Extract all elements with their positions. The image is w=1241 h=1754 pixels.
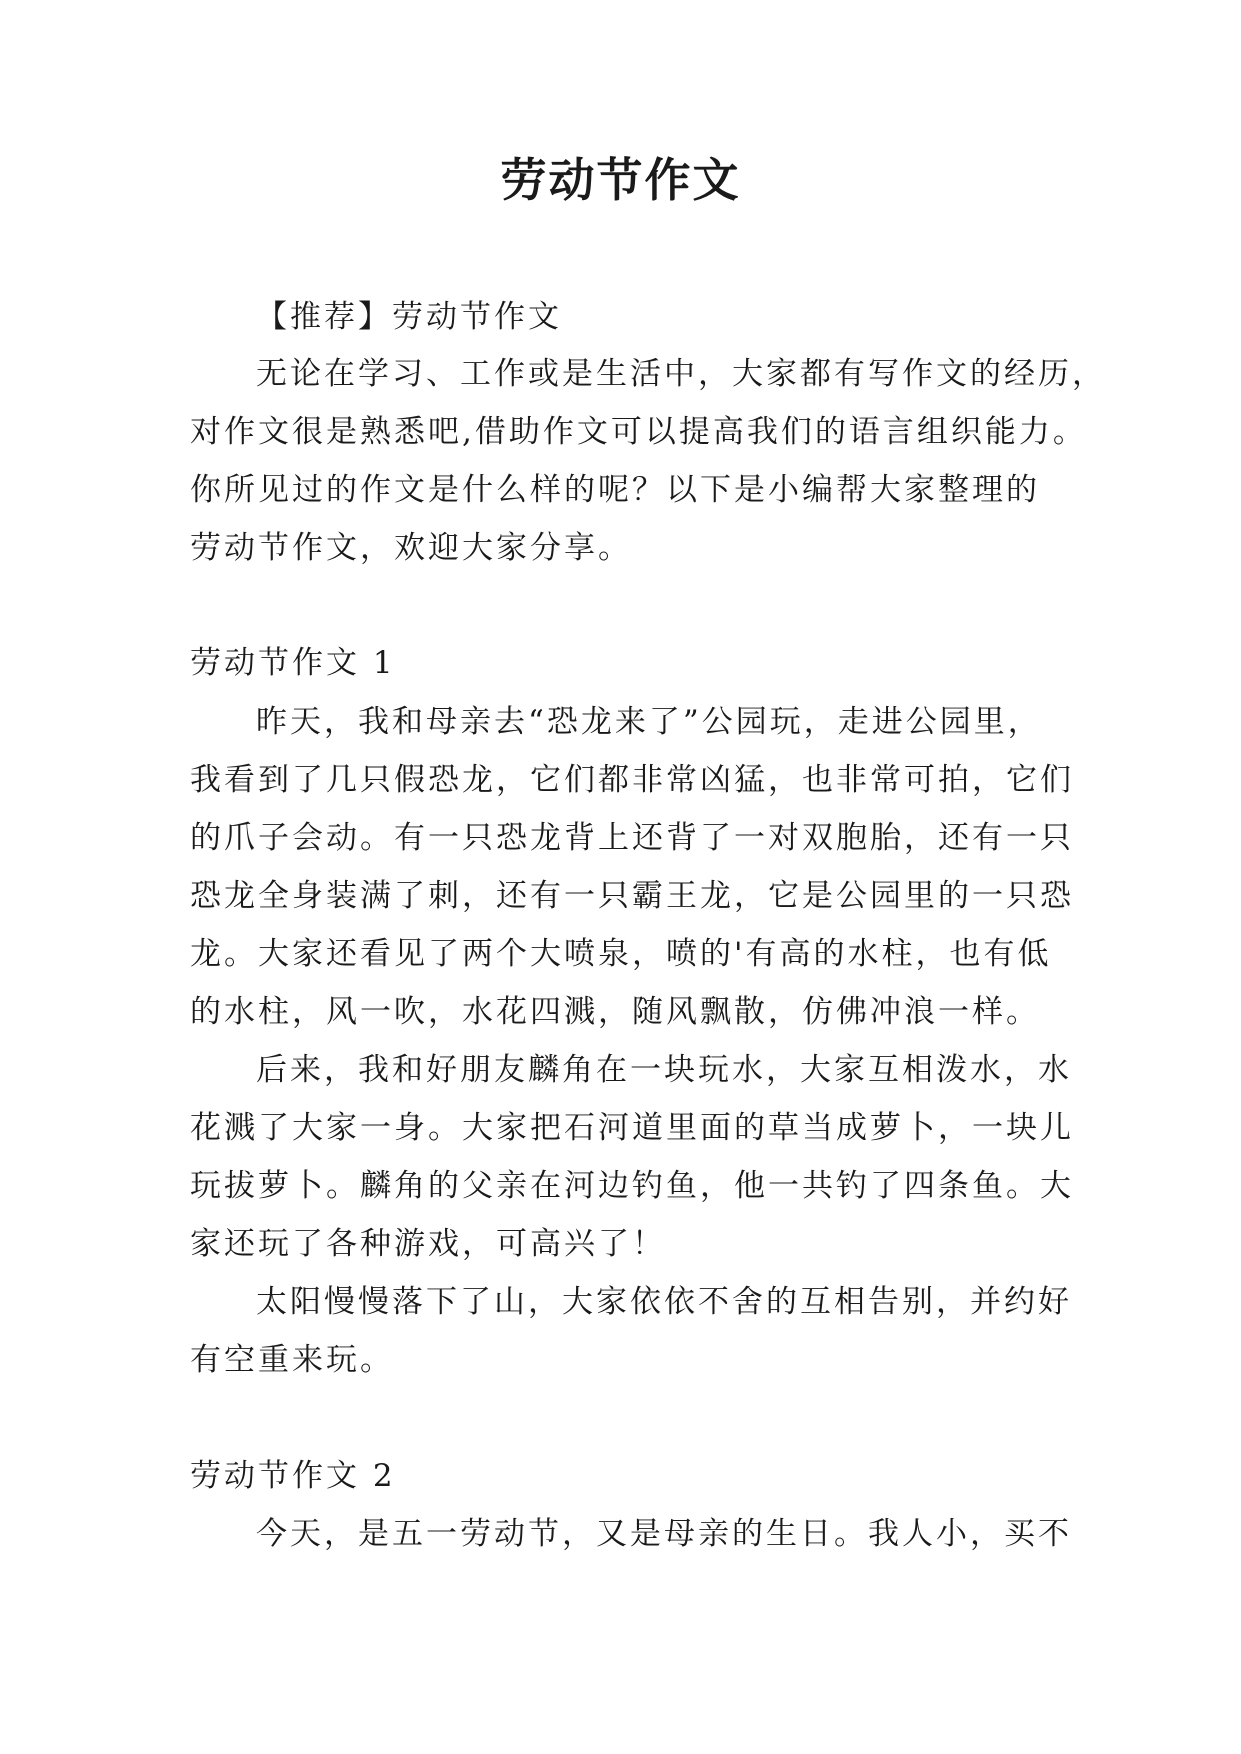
essay1-line-3: 的爪子会动。有一只恐龙背上还背了一对双胞胎，还有一只 xyxy=(190,820,1074,856)
intro-line-4: 劳动节作文，欢迎大家分享。 xyxy=(190,530,632,566)
essay1-line-7: 后来，我和好朋友麟角在一块玩水，大家互相泼水，水 xyxy=(256,1052,1072,1088)
essay1-line-5: 龙。大家还看见了两个大喷泉，喷的'有高的水柱，也有低 xyxy=(190,936,1052,972)
document-title: 劳动节作文 xyxy=(500,153,741,207)
section-heading-1: 劳动节作文 1 xyxy=(190,645,396,681)
essay1-line-9: 玩拔萝卜。麟角的父亲在河边钓鱼，他一共钓了四条鱼。大 xyxy=(190,1168,1074,1204)
section-heading-2: 劳动节作文 2 xyxy=(190,1458,396,1494)
essay1-line-8: 花溅了大家一身。大家把石河道里面的草当成萝卜，一块儿 xyxy=(190,1110,1074,1146)
essay1-line-2: 我看到了几只假恐龙，它们都非常凶猛，也非常可拍，它们 xyxy=(190,762,1074,798)
essay1-line-1: 昨天，我和母亲去“恐龙来了”公园玩，走进公园里， xyxy=(256,704,1042,740)
essay1-line-10: 家还玩了各种游戏，可高兴了！ xyxy=(190,1226,666,1262)
recommend-line: 【推荐】劳动节作文 xyxy=(256,299,562,335)
intro-line-1: 无论在学习、工作或是生活中，大家都有写作文的经历， xyxy=(256,356,1106,392)
intro-line-2: 对作文很是熟悉吧,借助作文可以提高我们的语言组织能力。 xyxy=(190,414,1087,450)
essay1-line-6: 的水柱，风一吹，水花四溅，随风飘散，仿佛冲浪一样。 xyxy=(190,994,1040,1030)
essay2-line-1: 今天，是五一劳动节，又是母亲的生日。我人小，买不 xyxy=(256,1516,1072,1552)
essay1-line-12: 有空重来玩。 xyxy=(190,1342,394,1378)
intro-line-3: 你所见过的作文是什么样的呢？以下是小编帮大家整理的 xyxy=(190,472,1040,508)
essay1-line-4: 恐龙全身装满了刺，还有一只霸王龙，它是公园里的一只恐 xyxy=(190,878,1074,914)
essay1-line-11: 太阳慢慢落下了山，大家依依不舍的互相告别，并约好 xyxy=(256,1284,1072,1320)
